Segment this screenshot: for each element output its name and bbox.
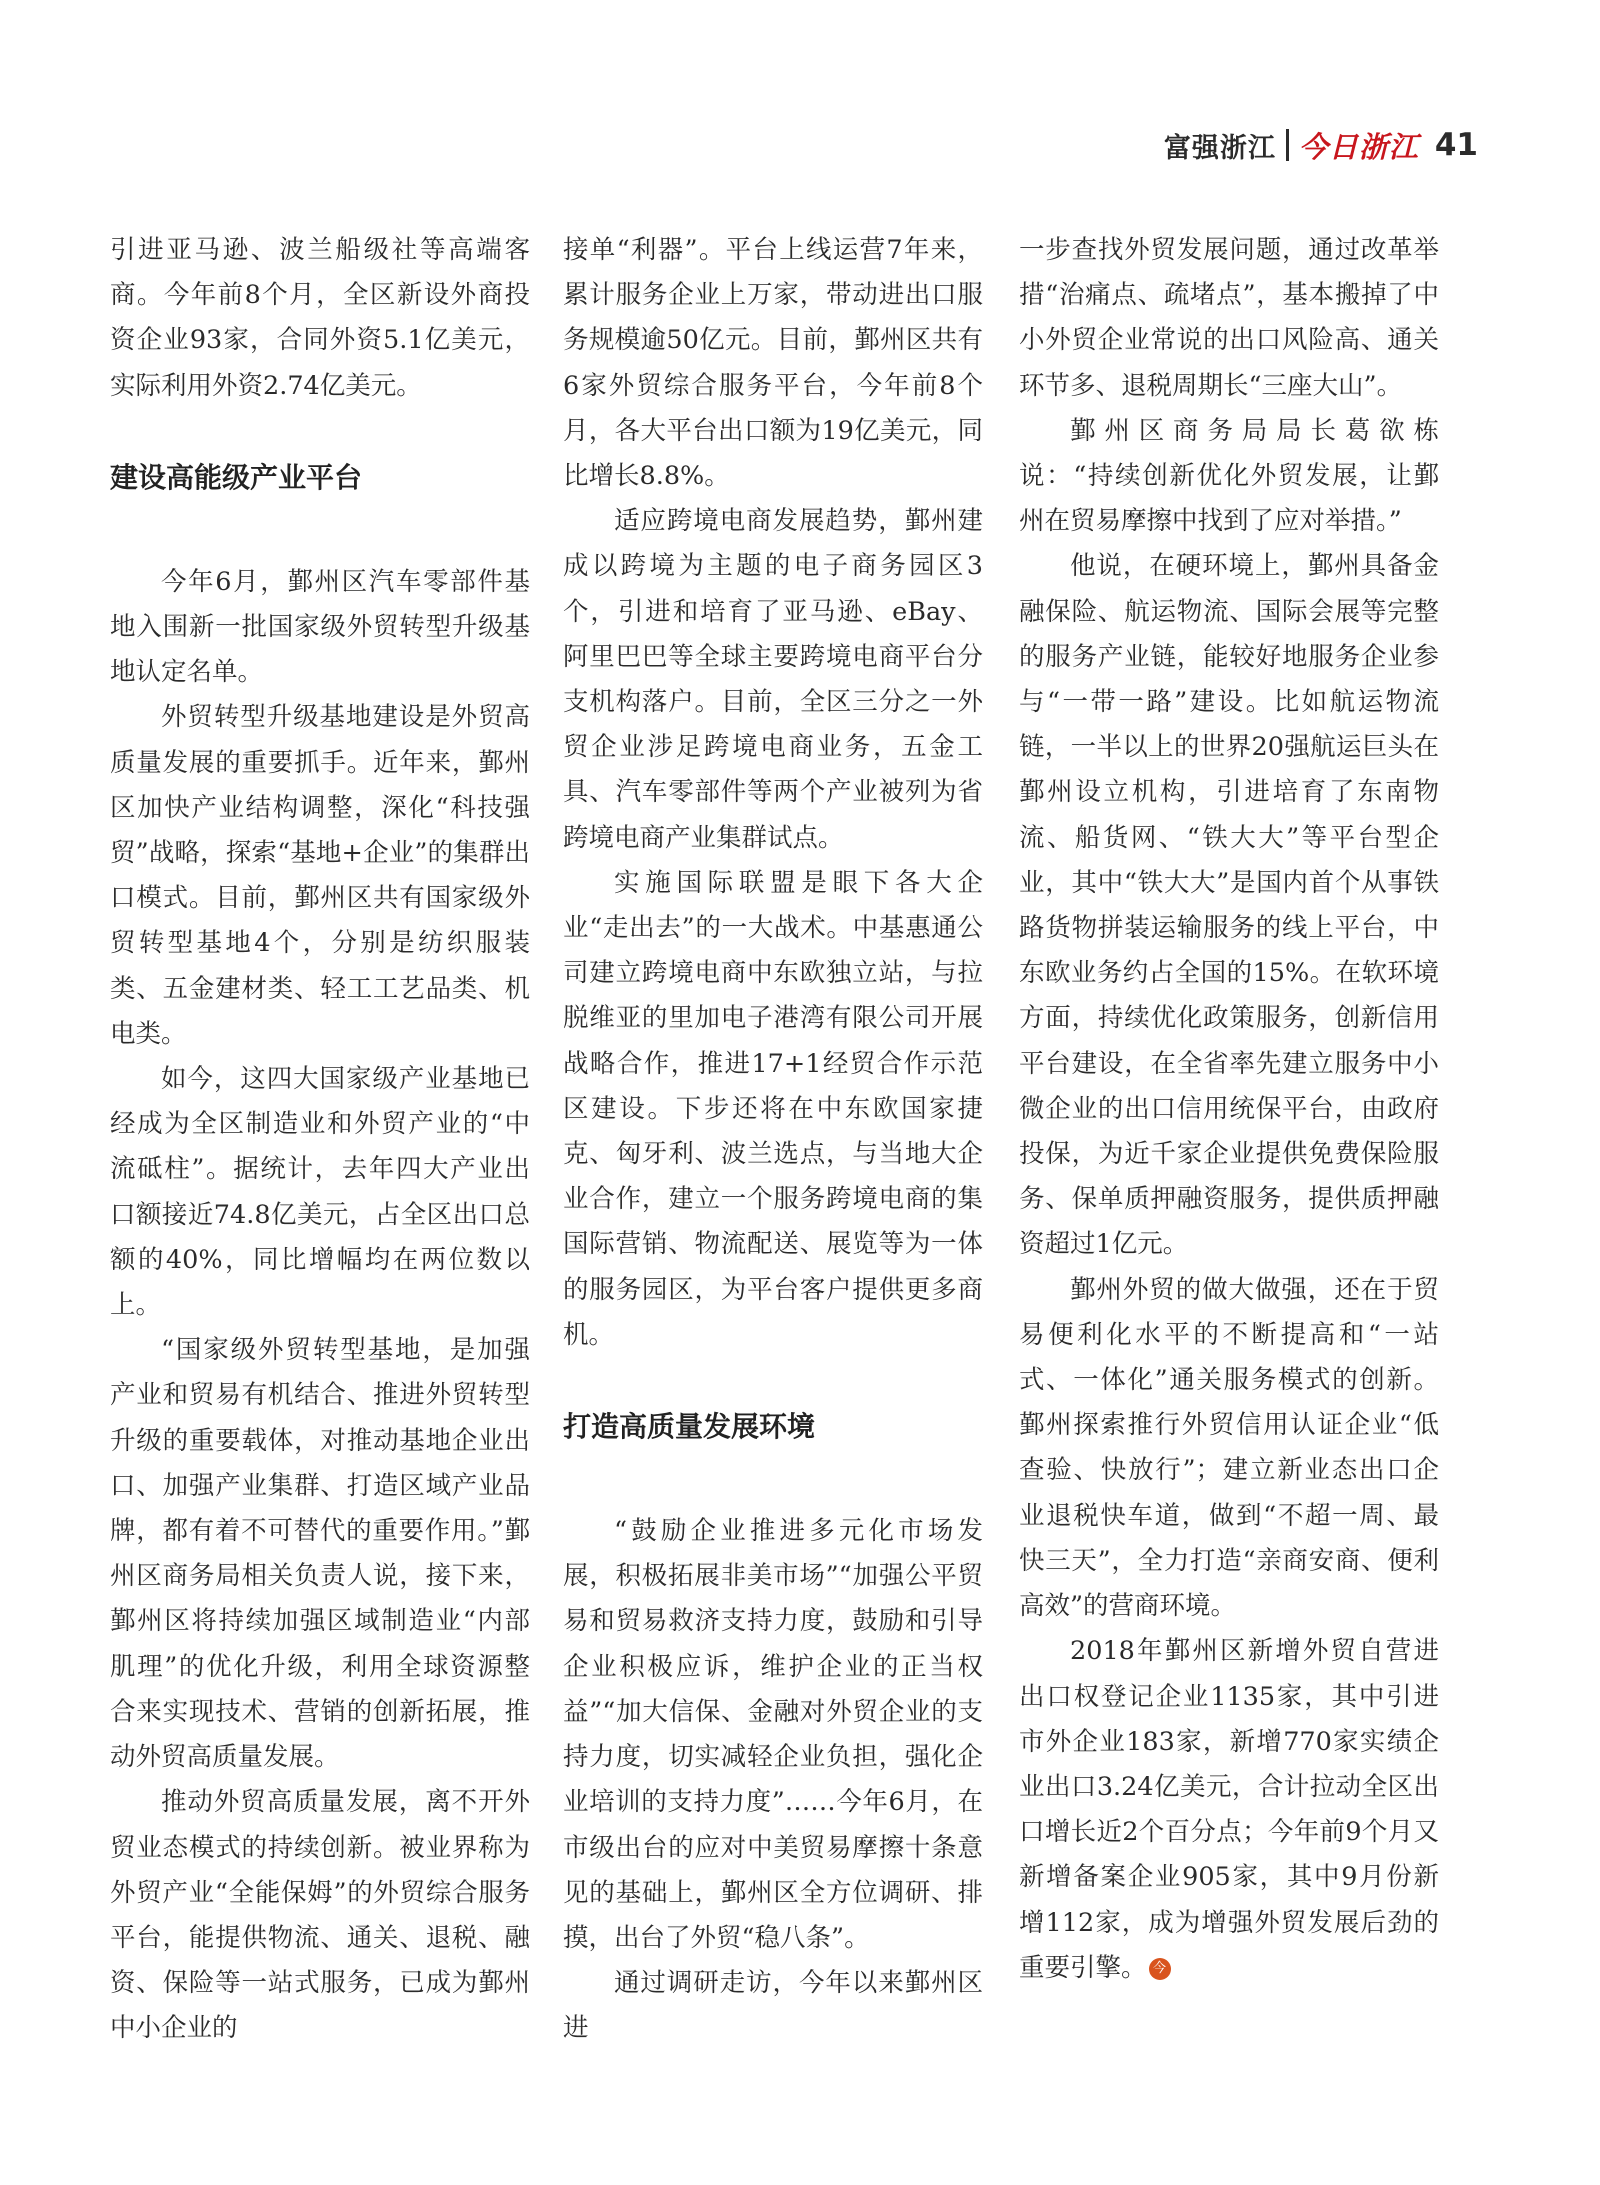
paragraph: 鄞州外贸的做大做强，还在于贸易便利化水平的不断提高和“一站式、一体化”通关服务模式的创新。鄞州探索推行外贸信用认证企业“低查验、快放行”；建立新业态出口企业退税快车道，做到“不超一周、最快三天”，全力打造“亲商安商、便利高效”的营商环境。 <box>1019 1274 1439 1622</box>
paragraph: “鼓励企业推进多元化市场发展，积极拓展非美市场”“加强公平贸易和贸易救济支持力度，鼓励和引导企业积极应诉，维护企业的正当权益”“加大信保、金融对外贸企业的支持力度，切实减轻企业负担，强化企业培训的支持力度”……今年6月，在市级出台的应对中美贸易摩擦十条意见的基础上，鄞州区全方位调研、排摸，出台了外贸“稳八条”。 <box>563 1516 983 1953</box>
header-divider <box>1286 129 1289 161</box>
section-heading: 打造高质量发展环境 <box>563 1410 816 1444</box>
paragraph: “国家级外贸转型基地，是加强产业和贸易有机结合、推进外贸转型升级的重要载体，对推动基地企业出口、加强产业集群、打造区域产业品牌，都有着不可替代的重要作用。”鄞州区商务局相关负责人说，接下来，鄞州区将持续加强区域制造业“内部肌理”的优化升级，利用全球资源整合来实现技术、营销的创新拓展，推动外贸高质量发展。 <box>110 1335 530 1773</box>
section-label: 富强浙江 <box>1163 132 1276 164</box>
paragraph: 鄞州区商务局局长葛欲栋说：“持续创新优化外贸发展，让鄞州在贸易摩擦中找到了应对举措。” <box>1019 415 1439 537</box>
last-paragraph <box>1019 1629 1439 1991</box>
paragraph: 今年6月，鄞州区汽车零部件基地入围新一批国家级外贸转型升级基地认定名单。 <box>110 566 530 688</box>
paragraph: 实施国际联盟是眼下各大企业“走出去”的一大战术。中基惠通公司建立跨境电商中东欧独立站，与拉脱维亚的里加电子港湾有限公司开展战略合作，推进17+1经贸合作示范区建设。下步还将在中东欧国家捷克、匈牙利、波兰选点，与当地大企业合作，建立一个服务跨境电商的集国际营销、物流配送、展览等为一体的服务园区，为平台客户提供更多商机。 <box>563 867 983 1350</box>
page-header <box>1164 120 1478 170</box>
paragraph: 他说，在硬环境上，鄞州具备金融保险、航运物流、国际会展等完整的服务产业链，能较好地服务企业参与“一带一路”建设。比如航运物流链，一半以上的世界20强航运巨头在鄞州设立机构，引进培育了东南物流、船货网、“铁大大”等平台型企业，其中“铁大大”是国内首个从事铁路货物拼装运输服务的线上平台，中东欧业务约占全国的15%。在软环境方面，持续优化政策服务，创新信用平台建设，在全省率先建立服务中小微企业的出口信用统保平台，由政府投保，为近千家企业提供免费保险服务、保单质押融资服务，提供质押融资超过1亿元。 <box>1019 551 1439 1260</box>
paragraph: 如今，这四大国家级产业基地已经成为全区制造业和外贸产业的“中流砥柱”。据统计，去年四大产业出口额接近74.8亿美元，占全区出口总额的40%，同比增幅均在两位数以上。 <box>110 1064 530 1321</box>
page-number: 41 <box>1434 127 1478 163</box>
end-mark-icon: 今 <box>1149 1958 1171 1980</box>
paragraph: 推动外贸高质量发展，离不开外贸业态模式的持续创新。被业界称为外贸产业“全能保姆”的外贸综合服务平台，能提供物流、通关、退税、融资、保险等一站式服务，已成为鄞州中小企业的 <box>110 1787 530 2044</box>
paragraph-text: 2018年鄞州区新增外贸自营进出口权登记企业1135家，其中引进市外企业183家，新增770家实绩企业出口3.24亿美元，合计拉动全区出口增长近2个百分点；今年前9个月又新增备案企业905家，其中9月份新增112家，成为增强外贸发展后劲的重要引擎。 <box>1019 1636 1439 1983</box>
paragraph: 引进亚马逊、波兰船级社等高端客商。今年前8个月，全区新设外商投资企业93家，合同外资5.1亿美元，实际利用外资2.74亿美元。 <box>110 235 530 401</box>
paragraph: 通过调研走访，今年以来鄞州区进 <box>563 1968 983 2044</box>
paragraph: 接单“利器”。平台上线运营7年来，累计服务企业上万家，带动进出口服务规模逾50亿元。目前，鄞州区共有6家外贸综合服务平台，今年前8个月，各大平台出口额为19亿美元，同比增长8.8%。 <box>563 235 983 492</box>
paragraph: 外贸转型升级基地建设是外贸高质量发展的重要抓手。近年来，鄞州区加快产业结构调整，深化“科技强贸”战略，探索“基地+企业”的集群出口模式。目前，鄞州区共有国家级外贸转型基地4个，分别是纺织服装类、五金建材类、轻工工艺品类、机电类。 <box>110 702 530 1049</box>
article-column-3 <box>1019 228 1439 1991</box>
paragraph: 一步查找外贸发展问题，通过改革举措“治痛点、疏堵点”，基本搬掉了中小外贸企业常说的出口风险高、通关环节多、退税周期长“三座大山”。 <box>1019 235 1439 401</box>
article-column-2 <box>563 228 983 2052</box>
section-heading: 建设高能级产业平台 <box>110 460 363 494</box>
paragraph: 适应跨境电商发展趋势，鄞州建成以跨境为主题的电子商务园区3个，引进和培育了亚马逊、eBay、阿里巴巴等全球主要跨境电商平台分支机构落户。目前，全区三分之一外贸企业涉足跨境电商业务，五金工具、汽车零部件等两个产业被列为省跨境电商产业集群试点。 <box>563 506 983 853</box>
article-column-1 <box>110 228 530 2052</box>
magazine-logo: 今日浙江 <box>1298 129 1419 164</box>
